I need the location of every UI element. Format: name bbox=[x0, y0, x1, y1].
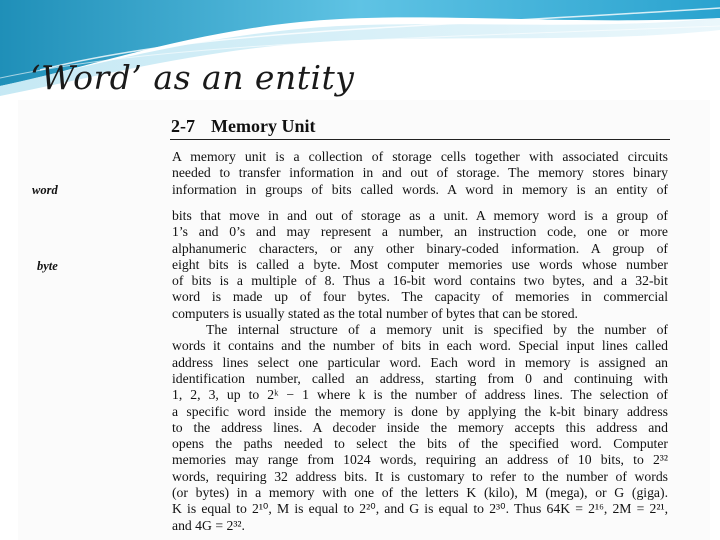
section-title: Memory Unit bbox=[211, 116, 316, 136]
text-line: information in groups of bits called words. A word in memory is an entity of bbox=[172, 181, 668, 197]
text-line: opens the paths needed to select the bits of the specified word. Computer bbox=[172, 436, 668, 452]
text-line: needed to transfer information in and out of storage. The memory stores binary bbox=[172, 165, 668, 181]
slide-title: ‘Word’ as an entity bbox=[30, 58, 355, 97]
section-rule bbox=[170, 139, 670, 140]
margin-note-byte: byte bbox=[37, 259, 58, 273]
text-line: The internal structure of a memory unit is specified by the number of bbox=[206, 322, 668, 338]
scanned-textbook-page bbox=[18, 100, 710, 540]
text-line: to the address lines. A decoder inside the memory accepts this address and bbox=[172, 419, 668, 435]
text-line: bits that move in and out of storage as a unit. A memory word is a group of bbox=[172, 208, 668, 223]
text-line: identification number, called an address, starting from 0 and continuing with bbox=[172, 370, 668, 386]
text-line: address lines select one particular word. Each word in memory is assigned an bbox=[172, 354, 668, 370]
text-line: eight bits is called a byte. Most computer memories use words whose number bbox=[172, 256, 668, 272]
section-heading bbox=[171, 116, 315, 137]
text-line: of bits is a multiple of 8. Thus a 16-bit word contains two bytes, and a 32-bit bbox=[172, 273, 668, 289]
text-line: word is made up of four bytes. The capacity of memories in commercial bbox=[172, 289, 668, 305]
text-line: computers is usually stated as the total number of bytes that can be stored. bbox=[172, 305, 578, 321]
text-line: 1, 2, 3, up to 2ᵏ − 1 where k is the number of address lines. The selection of bbox=[172, 387, 668, 403]
text-line: a specific word inside the memory is done by applying the k-bit binary address bbox=[172, 403, 668, 419]
text-line: alphanumeric characters, or any other binary-coded information. A group of bbox=[172, 240, 668, 256]
margin-note-word: word bbox=[32, 183, 58, 197]
text-line: A memory unit is a collection of storage cells together with associated circuits bbox=[172, 149, 668, 164]
text-line: (or bytes) in a memory with one of the letters K (kilo), M (mega), or G (giga). bbox=[172, 485, 668, 501]
text-line: words, requiring 32 address bits. It is customary to refer to the number of words bbox=[172, 468, 668, 484]
paragraph-body bbox=[172, 208, 668, 534]
text-line: and 4G = 2³². bbox=[172, 517, 245, 533]
text-line: memories may range from 1024 words, requiring an address of 10 bits, to 2³² bbox=[172, 452, 668, 468]
text-line: K is equal to 2¹⁰, M is equal to 2²⁰, and G is equal to 2³⁰. Thus 64K = 2¹⁶, 2M = 2²¹, bbox=[172, 501, 668, 517]
text-line: words it contains and the number of bits in each word. Special input lines called bbox=[172, 338, 668, 354]
section-number: 2-7 bbox=[171, 116, 195, 136]
text-line: 1’s and 0’s and may represent a number, an instruction code, one or more bbox=[172, 224, 668, 240]
paragraph-intro bbox=[172, 149, 668, 198]
